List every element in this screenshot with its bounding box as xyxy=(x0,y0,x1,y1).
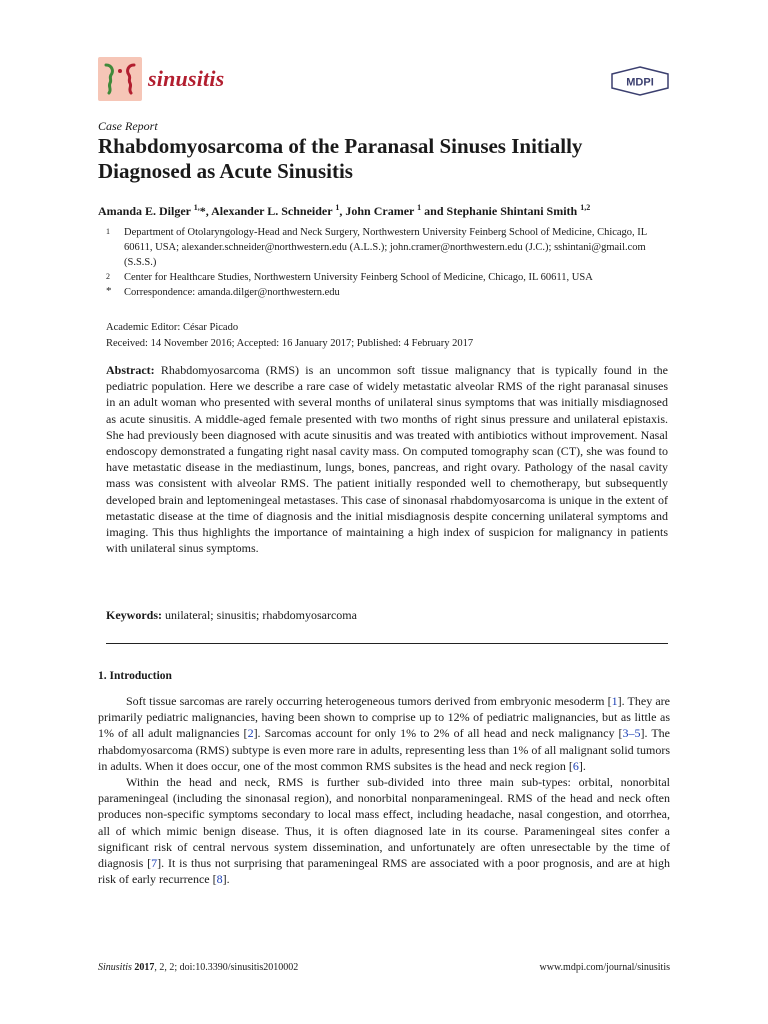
publisher-logo[interactable] xyxy=(610,66,670,96)
author-affiliation-mark: 1 xyxy=(417,203,422,212)
affiliation-text: Department of Otolaryngology-Head and Neck Surgery, Northwestern University Feinberg School of Medicine, Chicago, IL 60611, USA; alexander.schneider@northwestern.edu (A.L.S.); john.cramer@northwestern.edu (J.C.); sshintani@gmail.com (S.S.S.) xyxy=(124,227,647,268)
correspondence xyxy=(98,285,670,300)
keywords-label: Keywords: xyxy=(106,608,162,622)
affiliations xyxy=(98,225,670,300)
mdpi-logo-icon xyxy=(610,66,670,96)
footer-journal: Sinusitis xyxy=(98,962,132,973)
article-title: Rhabdomyosarcoma of the Paranasal Sinuses Initially Diagnosed as Acute Sinusitis xyxy=(98,134,583,183)
faces-icon xyxy=(98,57,142,101)
citation-link[interactable]: 6 xyxy=(572,758,579,773)
page xyxy=(98,0,670,1024)
section-body xyxy=(98,693,670,887)
author-affiliation-mark: 1,2 xyxy=(580,203,591,212)
abstract-label: Abstract: xyxy=(106,363,155,377)
citation-link[interactable]: 2 xyxy=(247,726,254,741)
footer-year: 2017 xyxy=(134,962,155,973)
footer-url[interactable]: www.mdpi.com/journal/sinusitis xyxy=(539,962,670,973)
affiliation-mark: 1 xyxy=(106,227,110,236)
correspondence-text: Correspondence: amanda.dilger@northwestern.edu xyxy=(124,287,340,298)
body-text-run: ]. The rhabdomyosarcoma (RMS) subtype is even more rare in adults, representing less than 1% of all malignant solid tumors in adults. When it does occur, one of the most common RMS subsites is the head and neck region [ xyxy=(98,726,671,773)
abstract-text: Rhabdomyosarcoma (RMS) is an uncommon soft tissue malignancy that is typically found in the pediatric population. Here we describe a rare case of widely metastatic alveolar RMS of the right paranasal sinuses in an adult woman who presented with several months of unilateral sinus symptoms that was initially misdiagnosed as acute sinusitis. A middle-aged female presented with two months of right sinus pressure and unilateral epistaxis. She had previously been diagnosed with acute sinusitis and was treated with antibiotics without improvement. Nasal endoscopy demonstrated a fungating right nasal cavity mass. On computed tomography scan (CT), she was found to have metastatic disease in the mediastinum, lungs, bones, pancreas, and right ovary. Pathology of the nasal cavity mass was consistent with alveolar RMS. The patient initially responded well to chemotherapy, but subsequently developed brain and leptomeningeal metastases. This case of sinonasal rhabdomyosarcoma is unique in the extent of metastatic disease at the time of diagnosis and the initial misdiagnosis despite concerning unilateral symptoms and imaging. This thus highlights the importance of maintaining a high index of suspicion for malignancy in patients with unilateral sinus symptoms. xyxy=(106,363,668,556)
affiliation xyxy=(98,270,670,285)
citation-link[interactable]: 1 xyxy=(611,694,618,708)
affiliation-mark: 2 xyxy=(106,272,110,281)
article-type: Case Report xyxy=(98,119,158,133)
body-text-run: ]. xyxy=(222,872,230,887)
author-name: Amanda E. Dilger xyxy=(98,204,191,218)
section-divider xyxy=(106,643,668,644)
body-text-run: ]. Sarcomas account for only 1% to 2% of all head and neck malignancy [ xyxy=(253,726,623,741)
footer-doi: , 2, 2; doi:10.3390/sinusitis2010002 xyxy=(154,962,299,973)
journal-logo xyxy=(98,57,142,101)
keywords-text: unilateral; sinusitis; rhabdomyosarcoma xyxy=(165,608,357,622)
author-affiliation-mark: 1 xyxy=(335,203,340,212)
author-list: Amanda E. Dilger $^{1,}$*, Alexander L. Schneider $^1$, John Cramer $^1$ and Stephanie Shintani Smith $^{1,2}$ xyxy=(98,203,591,218)
keywords xyxy=(106,608,668,623)
citation-link[interactable]: 8 xyxy=(216,872,223,887)
citation-link[interactable]: 3–5 xyxy=(622,726,641,741)
affiliation xyxy=(98,225,670,270)
body-paragraph xyxy=(98,774,670,887)
abstract xyxy=(106,362,668,556)
body-text-run: Soft tissue sarcomas are rarely occurring heterogeneous tumors derived from embryonic mesoderm [ xyxy=(126,694,612,708)
publication-dates: Received: 14 November 2016; Accepted: 16 January 2017; Published: 4 February 2017 xyxy=(106,338,474,349)
body-paragraph xyxy=(98,693,670,774)
journal-name: sinusitis xyxy=(148,66,225,91)
author-name: Alexander L. Schneider xyxy=(211,204,333,218)
author-affiliation-mark: 1, xyxy=(193,203,200,212)
author-name: John Cramer xyxy=(345,204,415,218)
article-meta xyxy=(106,320,670,352)
body-text-run: ]. They are primarily pediatric malignancies, having been shown to comprise up to 12% of pediatric malignancies, but as little as 1% of all adult malignancies [ xyxy=(98,694,670,741)
footer-citation xyxy=(98,962,298,973)
affiliation-text: Center for Healthcare Studies, Northwestern University Feinberg School of Medicine, Chicago, IL 60611, USA xyxy=(124,272,593,283)
affiliation-mark: * xyxy=(106,285,112,297)
section-heading: 1. Introduction xyxy=(98,670,172,682)
body-text-run: Within the head and neck, RMS is further sub-divided into three main sub-types: orbital, nonorbital parameningeal (including the sinonasal region), and nonorbital nonparameningeal. RMS of the head and neck often produces non-specific symptoms secondary to local mass effect, including headache, nasal congestion, and otorrhea, all of which mimic benign disease. Thus, it is often diagnosed late in its course. Parameningeal sites confer a significant risk of central nervous system dissemination, and unfortunately are often unresectable by the time of diagnosis [ xyxy=(98,775,670,871)
citation-link[interactable]: 7 xyxy=(151,856,158,871)
body-text-run: ]. xyxy=(578,758,586,773)
corresponding-mark: * xyxy=(199,204,206,218)
publisher-logo-text: MDPI xyxy=(626,76,654,89)
author-name: Stephanie Shintani Smith xyxy=(446,204,578,218)
academic-editor: Academic Editor: César Picado xyxy=(106,322,239,333)
body-text-run: ]. It is thus not surprising that parameningeal RMS are associated with a poor prognosis, and are at high risk of early recurrence [ xyxy=(98,856,670,887)
